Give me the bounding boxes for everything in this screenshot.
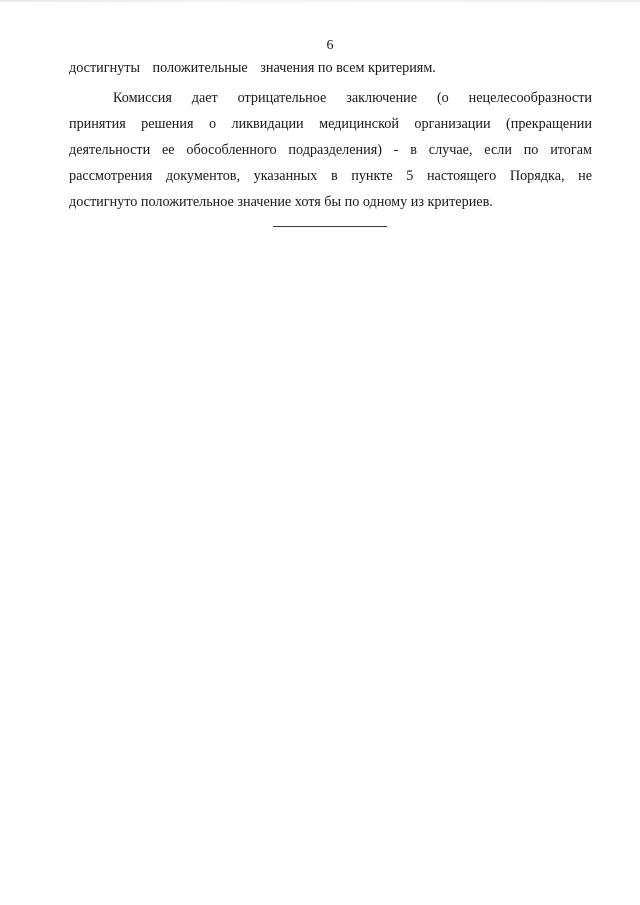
- scan-edge: [0, 0, 640, 2]
- end-separator-line: [273, 226, 387, 227]
- paragraph-line-4: рассмотрения документов, указанных в пункте 5 настоящего Порядка, не: [69, 168, 592, 184]
- continuation-line: [69, 55, 592, 81]
- paragraph-line-5: достигнуто положительное значение хотя бы по одному из критериев.: [69, 194, 493, 210]
- paragraph-line-3: деятельности ее обособленного подразделения) - в случае, если по итогам: [69, 142, 592, 158]
- continuation-word-3: значения по всем критериям.: [260, 60, 436, 76]
- continuation-word-1: достигнуты: [69, 60, 140, 76]
- document-body: [69, 55, 592, 215]
- paragraph-line-2: принятия решения о ликвидации медицинской организации (прекращении: [69, 116, 592, 132]
- paragraph-line-1: Комиссия дает отрицательное заключение (о нецелесообразности: [113, 90, 592, 106]
- continuation-word-2: положительные: [152, 60, 248, 76]
- page-number: 6: [326, 38, 334, 53]
